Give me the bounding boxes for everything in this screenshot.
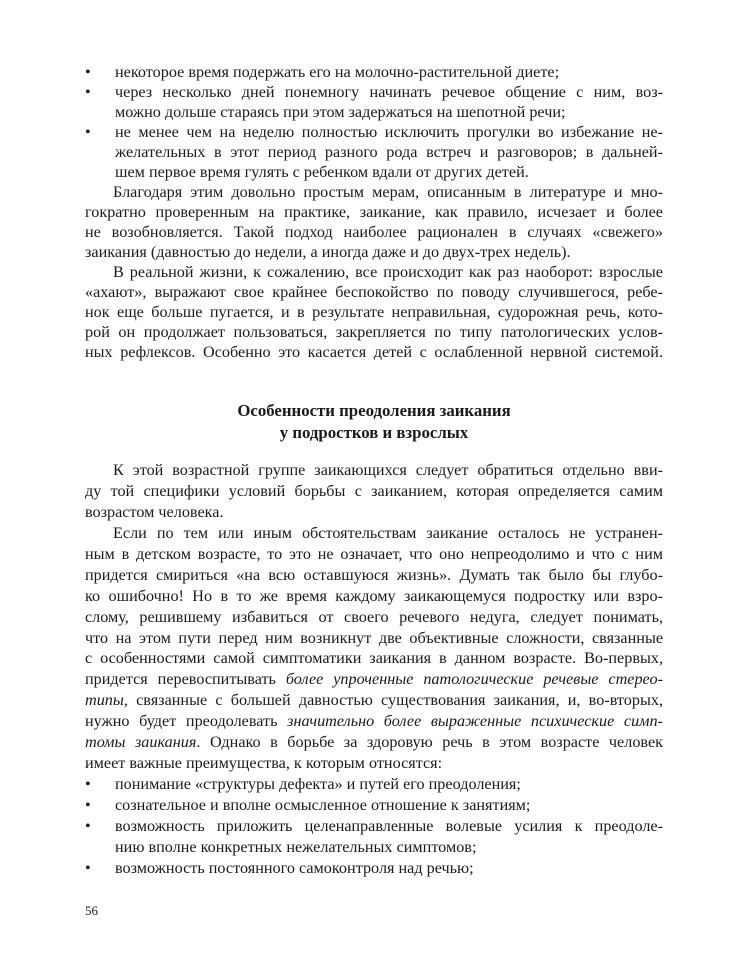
text-line <box>85 242 663 262</box>
text-line <box>85 342 663 362</box>
text-line <box>85 502 663 523</box>
line-text <box>115 162 663 182</box>
text-line <box>85 753 663 774</box>
bullet-icon: • <box>85 63 91 81</box>
line-text <box>85 222 663 242</box>
line-text <box>115 837 663 858</box>
line-text <box>115 795 663 816</box>
line-text <box>85 202 663 222</box>
text-run: сознательное и вполне осмысленное отношение к занятиям; <box>115 796 531 814</box>
text-run: шем первое время гулять с ребенком вдали от других детей. <box>115 163 529 181</box>
bullet-icon: • <box>85 858 91 877</box>
text-run: через несколько дней понемногу начинать речевое общение с ним, воз- <box>115 83 663 101</box>
text-run: понимание «структуры дефекта» и путей его преодоления; <box>115 775 521 794</box>
line-text <box>85 690 663 711</box>
text-line <box>85 544 663 565</box>
line-text <box>85 342 663 362</box>
line-text <box>85 242 663 262</box>
italic-text: более упроченные патологические речевые стерео- <box>285 670 663 689</box>
page-number: 56 <box>85 903 98 918</box>
text-line <box>85 732 663 753</box>
text-line <box>85 565 663 586</box>
text-run: нок еще больше пугается, и в результате неправильная, судорожная речь, кото- <box>85 303 663 321</box>
text-line <box>85 669 663 690</box>
text-run: имеет важные преимущества, к которым относятся: <box>85 754 443 773</box>
text-run: , связанные с большей давностью существования заикания, и, во-вторых, <box>123 691 663 710</box>
line-text <box>85 481 663 502</box>
text-line <box>85 711 663 732</box>
text-line <box>85 690 663 711</box>
text-run: гократно проверенным на практике, заикание, как правило, исчезает и более <box>85 203 663 221</box>
text-run: В реальной жизни, к сожалению, все происходит как раз наоборот: взрослые <box>113 263 663 281</box>
text-run: некоторое время подержать его на молочно-растительной диете; <box>115 63 560 81</box>
text-run: нужно будет преодолевать <box>85 712 288 731</box>
text-run: заикания (давностью до недели, а иногда даже и до двух-трех недель). <box>85 243 571 261</box>
line-text <box>85 523 663 544</box>
text-run: ко ошибочно! Но в то же время каждому заикающемуся подростку или взро- <box>85 586 663 605</box>
list-item-line <box>85 62 663 82</box>
bullet-icon: • <box>85 796 91 814</box>
section-heading <box>85 400 663 444</box>
bullet-icon: • <box>85 123 91 141</box>
list-item-line <box>85 837 663 858</box>
text-line <box>85 523 663 544</box>
line-text <box>115 122 663 142</box>
line-text <box>85 565 663 586</box>
line-text <box>85 302 663 322</box>
text-run: Благодаря этим довольно простым мерам, описанным в литературе и мно- <box>113 183 663 201</box>
list-item-line <box>85 774 663 795</box>
text-line <box>85 262 663 282</box>
text-run: ду той специфики условий борьбы с заиканием, которая определяется самим <box>85 481 663 500</box>
text-run: слому, решившему избавиться от своего речевого недуга, следует понимать, <box>85 607 663 626</box>
text-run: . Однако в борьбе за здоровую речь в этом возрасте человек <box>196 733 664 752</box>
text-line <box>85 628 663 649</box>
line-text <box>85 502 663 523</box>
text-run: возрастом человека. <box>85 502 224 521</box>
text-line <box>85 586 663 607</box>
text-section-top <box>85 62 663 362</box>
list-item-line <box>85 795 663 816</box>
text-run: с особенностями самой симптоматики заикания в данном возрасте. Во-первых, <box>85 649 663 668</box>
line-text <box>85 182 663 202</box>
line-text <box>115 142 663 162</box>
text-run: что на этом пути перед ним возникнут две объективные сложности, связанные <box>85 628 663 647</box>
text-run: не возобновляется. Такой подход наиболее рационален в случаях «свежего» <box>85 223 663 241</box>
text-line <box>85 322 663 342</box>
bullet-icon: • <box>85 83 91 101</box>
text-run: желательных в этот период разного рода встреч и разговоров; в дальней- <box>115 143 663 161</box>
line-text <box>85 460 663 481</box>
text-line <box>85 222 663 242</box>
text-section-bottom <box>85 460 663 879</box>
text-line <box>85 607 663 628</box>
text-run: ных рефлексов. Особенно это касается детей с ослабленной нервной системой. <box>85 343 663 361</box>
text-run: возможность постоянного самоконтроля над речью; <box>115 858 474 877</box>
text-run: можно дольше стараясь при этом задержаться на шепотной речи; <box>115 103 566 121</box>
text-run: К этой возрастной группе заикающихся следует обратиться отдельно вви- <box>113 461 663 479</box>
text-run: не менее чем на неделю полностью исключить прогулки во избежание не- <box>115 123 663 141</box>
line-text <box>115 82 663 102</box>
list-item-line <box>85 82 663 102</box>
line-text <box>85 753 663 774</box>
text-run: рой он продолжает пользоваться, закрепляется по типу патологических услов- <box>85 323 663 341</box>
text-line <box>85 481 663 502</box>
text-run: нию вполне конкретных нежелательных симптомов; <box>115 837 477 856</box>
line-text <box>115 774 663 795</box>
list-item-line <box>85 816 663 837</box>
bullet-icon: • <box>85 816 91 835</box>
italic-text: типы <box>85 691 124 710</box>
text-run: ным в детском возрасте, то это не означает, что оно непреодолимо и что с ним <box>85 544 663 563</box>
text-run: придется перевоспитывать <box>85 670 286 689</box>
line-text <box>85 607 663 628</box>
list-item-line <box>85 122 663 142</box>
text-line <box>85 648 663 669</box>
line-text <box>85 544 663 565</box>
text-run: возможность приложить целенаправленные волевые усилия к преодоле- <box>115 816 663 835</box>
text-line <box>85 460 663 481</box>
line-text <box>85 711 663 732</box>
text-run: Если по тем или иным обстоятельствам заикание осталось не устранен- <box>113 523 663 542</box>
line-text <box>115 816 663 837</box>
line-text <box>85 628 663 649</box>
text-line <box>85 182 663 202</box>
line-text <box>85 262 663 282</box>
italic-text: томы заикания <box>85 733 197 752</box>
heading-line-1: Особенности преодоления заикания <box>237 401 511 420</box>
text-run: придется смириться «на всю оставшуюся жизнь». Думать так было бы глубо- <box>85 565 663 584</box>
line-text <box>115 858 663 879</box>
list-item-line <box>85 858 663 879</box>
line-text <box>115 62 663 82</box>
line-text <box>85 648 663 669</box>
italic-text: значительно более выраженные психические симп- <box>287 712 663 731</box>
line-text <box>85 322 663 342</box>
text-line <box>85 282 663 302</box>
text-line <box>85 202 663 222</box>
line-text <box>85 732 663 753</box>
list-item-line <box>85 162 663 182</box>
line-text <box>85 282 663 302</box>
list-item-line <box>85 142 663 162</box>
heading-line-2: у подростков и взрослых <box>279 423 469 442</box>
text-line <box>85 302 663 322</box>
line-text <box>115 102 663 122</box>
bullet-icon: • <box>85 775 91 794</box>
line-text <box>85 586 663 607</box>
list-item-line <box>85 102 663 122</box>
text-run: «ахают», выражают свое крайнее беспокойство по поводу случившегося, ребе- <box>85 283 663 301</box>
line-text <box>85 669 663 690</box>
